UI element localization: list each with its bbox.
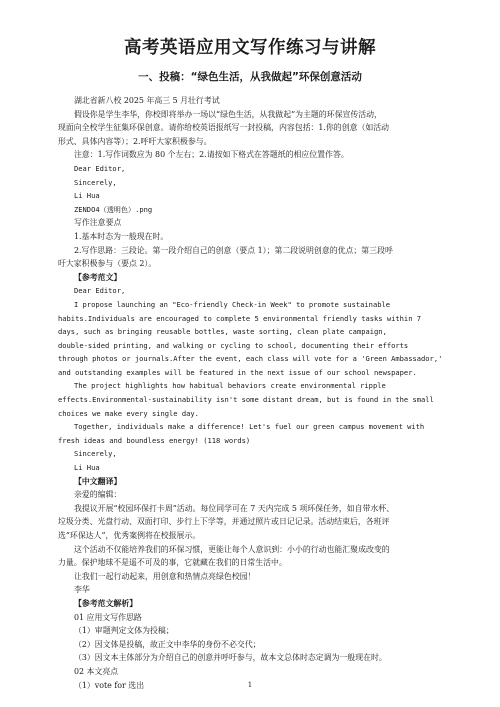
sample-line: choices we make every single day. [58, 408, 199, 418]
format-line: Li Hua [74, 191, 100, 201]
translation-line: 亲爱的编辑： [74, 490, 122, 500]
page-number: 1 [247, 681, 253, 689]
sample-line: through photos or journals.After the event, each class will vote for a 'Green Ambassador,' [58, 354, 443, 364]
sample-line: double-sided printing, and walking or cycling to school, documenting their efforts [58, 340, 409, 350]
translation-line: 李华 [74, 585, 90, 595]
translation-line: 让我们一起行动起来，用创意和热情点亮绿色校园！ [74, 571, 256, 581]
translation-line: 力量。保护地球不是遥不可及的事，它就藏在我们的日常生活中。 [58, 558, 287, 568]
analysis-heading: 【参考范文解析】 [74, 598, 138, 608]
document-body [58, 94, 468, 692]
translation-line: 垃圾分类、光盘行动、双面打印、步行上下学等，并通过照片或日记记录。活动结束后，各班评 [58, 517, 390, 527]
analysis-line: （2）因文体是投稿，故正文中李华的身份不必交代； [74, 639, 261, 649]
format-line: ZENDO4（透明色）.png [74, 204, 153, 214]
analysis-line: （1）审题判定文体为投稿； [74, 626, 174, 636]
sample-line: Sincerely, [74, 449, 117, 459]
format-line: Dear Editor, [74, 163, 126, 173]
translation-line: 这个活动不仅能培养我们的环保习惯，更能让每个人意识到：小小的行动也能汇聚成改变的 [74, 544, 390, 554]
sample-line: and outstanding examples will be featured in the next issue of our school newspaper. [58, 367, 417, 377]
sample-line: effects.Environmental-sustainability isn't some distant dream, but is found in the small [58, 395, 434, 405]
sample-line: Li Hua [74, 463, 100, 473]
translation-line: 选“环保达人”，优秀案例将在校报展示。 [58, 531, 201, 540]
sample-line: I propose launching an "Eco-friendly Check-in Week" to promote sustainable [74, 299, 391, 309]
analysis-line: （3）因文本主体部分为介绍自己的创意并呼吁参与，故本文总体时态定调为一般现在时。 [74, 653, 387, 663]
sample-line: habits.Individuals are encouraged to complete 5 environmental friendly tasks within 7 [58, 313, 422, 323]
sample-line: days, such as bringing reusable bottles, waste sorting, clean plate campaign, [58, 327, 387, 337]
exam-source: 湖北省新八校 2025 年高三 5 月壮行考试 [74, 96, 220, 105]
writing-note: 注意：1.写作词数应为 80 个左右；2.请按如下格式在答题纸的相应位置作答。 [74, 150, 349, 160]
sample-line: fresh ideas and boundless energy! (118 words) [58, 435, 251, 445]
document-title: 高考英语应用文写作练习与讲解 [124, 38, 376, 58]
prompt-line: 形式、具体内容等）；2.呼吁大家积极参与。 [58, 136, 212, 146]
prompt-line: 现面向全校学生征集环保创意。请你给校英语报纸写一封投稿，内容包括：1.你的创意（如活动 [58, 123, 390, 133]
analysis-line: 01 应用文写作思路 [74, 612, 142, 622]
point-line: 1.基本时态为一般现在时。 [74, 231, 169, 241]
translation-heading: 【中文翻译】 [74, 476, 122, 486]
analysis-line: （1）vote for 选出 [74, 680, 145, 690]
point-line: 2.写作思路：三段论。第一段介绍自己的创意（要点 1）；第二段说明创意的优点；第三段呼 [74, 245, 393, 255]
prompt-line: 假设你是学生李华，你校即将举办一场以“绿色生活，从我做起”为主题的环保宣传活动， [74, 109, 382, 119]
analysis-line: 02 本文亮点 [74, 666, 119, 676]
sample-line: Dear Editor, [74, 286, 126, 296]
sample-line: The project highlights how habitual behaviors create environmental ripple [74, 381, 386, 391]
sample-heading: 【参考范文】 [74, 272, 122, 282]
section-subtitle: 一、投稿：“绿色生活，从我做起”环保创意活动 [138, 71, 362, 83]
sample-line: Together, individuals make a difference! Let's fuel our green campus movement with [74, 422, 425, 432]
format-line: Sincerely, [74, 177, 117, 187]
translation-line: 我提议开展“校园环保打卡周”活动。每位同学可在 7 天内完成 5 项环保任务，如自带水杯、 [74, 503, 395, 513]
point-line: 吁大家积极参与（要点 2）。 [58, 259, 157, 269]
points-heading: 写作注意要点 [74, 218, 122, 228]
